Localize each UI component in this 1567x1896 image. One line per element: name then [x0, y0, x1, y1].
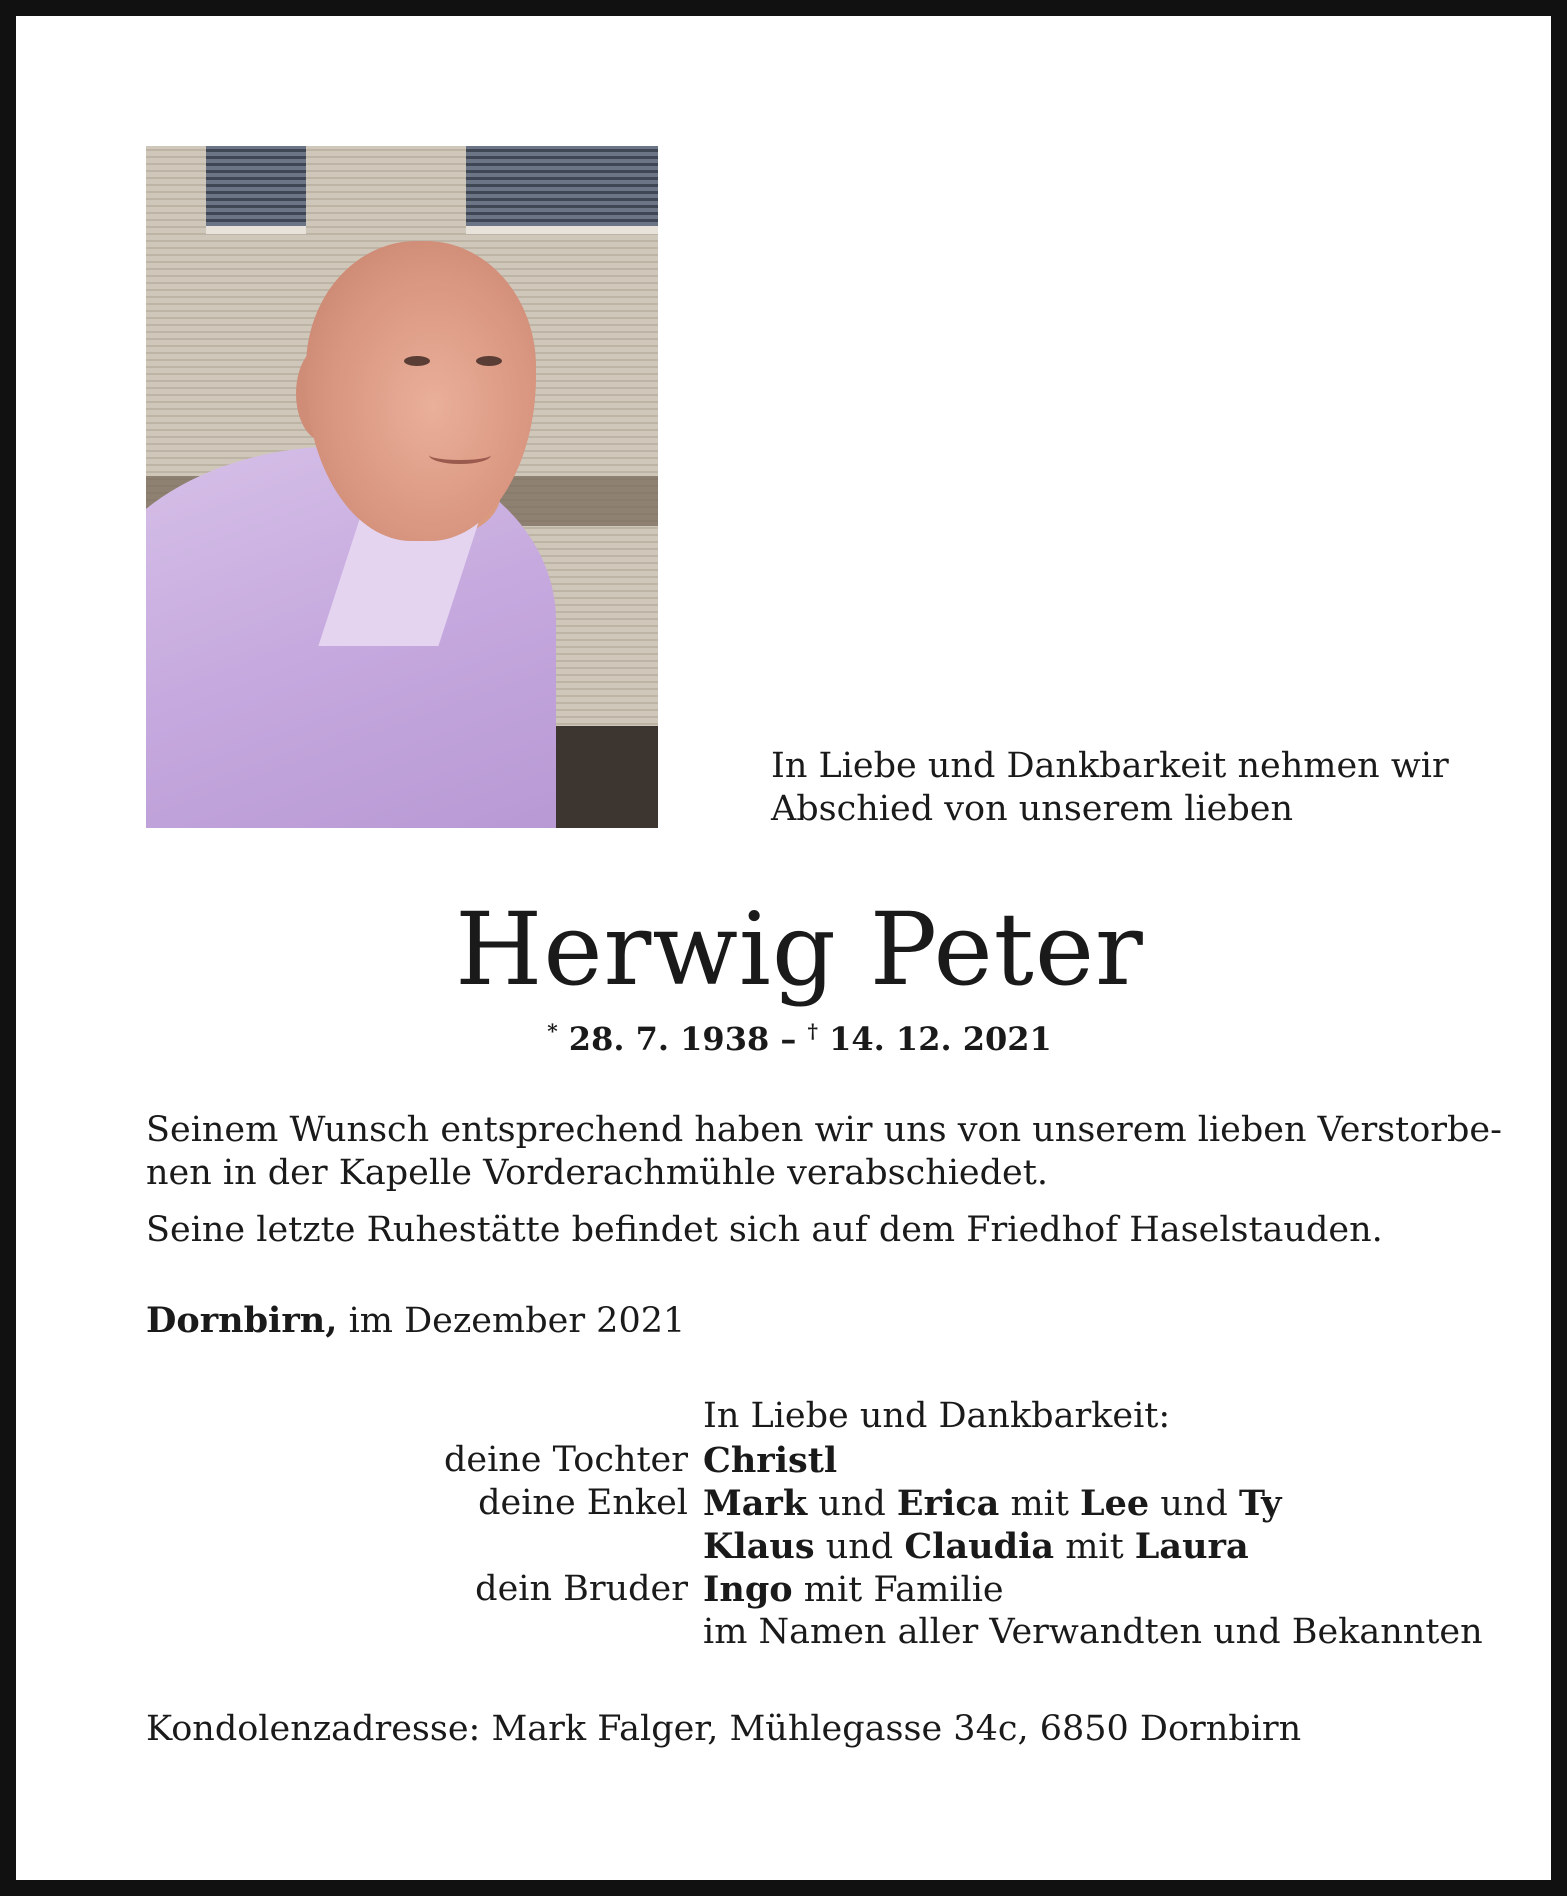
- intro-line-2: Abschied von unserem lieben: [771, 789, 1294, 829]
- farewell-paragraph: [146, 1109, 1502, 1195]
- date-text: im Dezember 2021: [348, 1301, 686, 1341]
- mourner-name: Christl: [703, 1440, 838, 1481]
- mourner-connector: im Namen aller Verwandten und Bekannten: [703, 1612, 1483, 1652]
- mourner-name: Claudia: [904, 1526, 1055, 1567]
- farewell-line-1: Seinem Wunsch entsprechend haben wir uns von unserem lieben Verstorbe-: [146, 1110, 1502, 1150]
- mourner-names: [703, 1440, 837, 1481]
- birth-date: 28. 7. 1938: [568, 1020, 770, 1058]
- window-shape: [466, 146, 658, 234]
- eye-shape: [404, 356, 430, 366]
- mourner-names: [703, 1612, 1483, 1652]
- mourner-connector: mit Familie: [803, 1570, 1004, 1610]
- mourner-name: Klaus: [703, 1526, 815, 1567]
- mourner-name: Erica: [896, 1483, 1000, 1524]
- birth-symbol: *: [547, 1019, 558, 1043]
- place-and-date: [146, 1300, 685, 1341]
- window-shape: [206, 146, 306, 234]
- mourner-connector: mit: [1010, 1484, 1069, 1524]
- condolence-address: Kondolenzadresse: Mark Falger, Mühlegasse 34c, 6850 Dornbirn: [146, 1709, 1302, 1749]
- mouth-shape: [429, 446, 491, 464]
- date-separator: –: [780, 1020, 797, 1058]
- mourner-connector: und: [1160, 1484, 1228, 1524]
- mourner-names: [703, 1569, 1004, 1610]
- intro-text: [771, 745, 1449, 831]
- mourner-name: Mark: [703, 1483, 808, 1524]
- life-dates: [16, 1019, 1567, 1058]
- death-date: 14. 12. 2021: [829, 1020, 1052, 1058]
- mourner-name: Laura: [1134, 1526, 1249, 1567]
- death-symbol: †: [807, 1019, 818, 1043]
- mourner-relation: dein Bruder: [475, 1569, 688, 1609]
- mourner-connector: mit: [1065, 1527, 1124, 1567]
- mourner-name: Ingo: [703, 1569, 793, 1610]
- portrait-photo: [146, 146, 658, 828]
- mourners-heading: In Liebe und Dankbarkeit:: [703, 1396, 1171, 1436]
- mourner-names: [703, 1483, 1282, 1524]
- farewell-line-2: nen in der Kapelle Vorderachmühle verabschiedet.: [146, 1153, 1048, 1193]
- place-name: Dornbirn,: [146, 1300, 338, 1341]
- resting-place-paragraph: Seine letzte Ruhestätte befindet sich auf dem Friedhof Haselstauden.: [146, 1210, 1383, 1250]
- head-shape: [306, 241, 536, 541]
- mourner-name: Ty: [1238, 1483, 1282, 1524]
- mourner-names: [703, 1526, 1249, 1567]
- mourner-connector: und: [825, 1527, 894, 1567]
- eye-shape: [476, 356, 502, 366]
- mourner-connector: und: [818, 1484, 886, 1524]
- mourner-name: Lee: [1080, 1483, 1150, 1524]
- mourner-relation: deine Enkel: [478, 1483, 688, 1523]
- deceased-name: Herwig Peter: [455, 891, 1144, 1008]
- intro-line-1: In Liebe und Dankbarkeit nehmen wir: [771, 746, 1449, 786]
- mourner-relation: deine Tochter: [443, 1440, 688, 1480]
